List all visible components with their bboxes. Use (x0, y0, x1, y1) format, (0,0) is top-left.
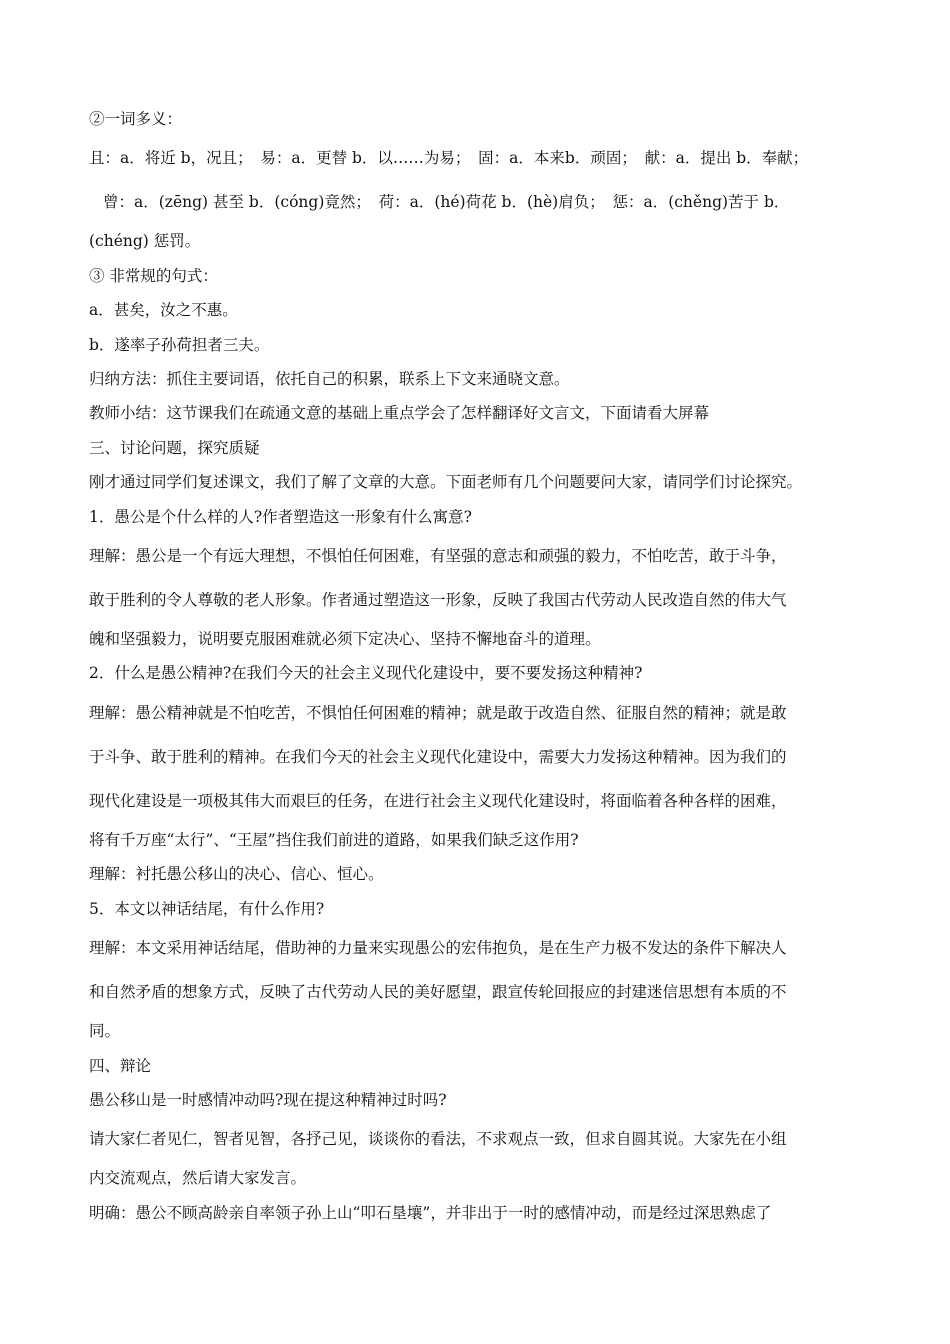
text-line: 三、讨论问题，探究质疑 (89, 438, 260, 457)
text-line: 曾：a．(zēng) 甚至 b．(cóng)竟然； 荷：a．(hé)荷花 b．(hè)肩负； 惩：a．(chěng)苦于 b． (103, 193, 790, 212)
text-line: a．甚矣，汝之不惠。 (89, 301, 238, 320)
text-line: 教师小结：这节课我们在疏通文意的基础上重点学会了怎样翻译好文言文，下面请看大屏幕 (89, 404, 710, 423)
text-line: 理解：本文采用神话结尾，借助神的力量来实现愚公的宏伟抱负，是在生产力极不发达的条件下解决人 (89, 939, 787, 958)
text-line: 请大家仁者见仁，智者见智，各抒己见，谈谈你的看法，不求观点一致，但求自圆其说。大家先在小组 (89, 1130, 787, 1149)
text-line: 理解：衬托愚公移山的决心、信心、恒心。 (89, 865, 384, 884)
text-line: 内交流观点，然后请大家发言。 (89, 1169, 307, 1188)
text-line: 于斗争、敢于胜利的精神。在我们今天的社会主义现代化建设中，需要大力发扬这种精神。因为我们的 (89, 747, 787, 766)
text-line: 5．本文以神话结尾，有什么作用? (89, 899, 325, 918)
text-line: 刚才通过同学们复述课文，我们了解了文章的大意。下面老师有几个问题要问大家，请同学们讨论探究。 (89, 473, 803, 492)
text-line: 将有千万座“太行”、“王屋”挡住我们前进的道路，如果我们缺乏这作用? (89, 830, 579, 849)
text-line: (chéng) 惩罚。 (89, 232, 201, 251)
text-line: b．遂率子孙荷担者三夫。 (89, 335, 270, 354)
text-line: 四、辩论 (89, 1056, 152, 1075)
text-line: 且：a．将近 b，况且； 易：a．更替 b．以……为易； 固：a．本来b．顽固； 献：a．提出 b．奉献； (89, 149, 809, 168)
text-line: 理解：愚公精神就是不怕吃苦，不惧怕任何困难的精神；就是敢于改造自然、征服自然的精神；就是敢 (89, 703, 787, 722)
text-line: 2．什么是愚公精神?在我们今天的社会主义现代化建设中，要不要发扬这种精神? (89, 664, 643, 683)
text-line: ②一词多义： (89, 110, 183, 128)
text-line: 同。 (89, 1022, 121, 1041)
text-line: 1．愚公是个什么样的人?作者塑造这一形象有什么寓意? (89, 507, 472, 526)
text-line: 敢于胜利的令人尊敬的老人形象。作者通过塑造这一形象，反映了我国古代劳动人民改造自然的伟大气 (89, 591, 787, 610)
text-line: 愚公移山是一时感情冲动吗?现在提这种精神过时吗? (89, 1090, 447, 1109)
text-line: 和自然矛盾的想象方式，反映了古代劳动人民的美好愿望，跟宣传轮回报应的封建迷信思想有本质的不 (89, 983, 787, 1002)
text-line: 魄和坚强毅力，说明要克服困难就必须下定决心、坚持不懈地奋斗的道理。 (89, 630, 601, 649)
text-line: ③ 非常规的句式： (89, 266, 218, 285)
text-line: 理解：愚公是一个有远大理想，不惧怕任何困难，有坚强的意志和顽强的毅力，不怕吃苦，敢于斗争， (89, 547, 787, 566)
text-line: 归纳方法：抓住主要词语，依托自己的积累，联系上下文来通晓文意。 (89, 370, 570, 389)
text-line: 明确：愚公不顾高龄亲自率领子孙上山“叩石垦壤”，并非出于一时的感情冲动，而是经过深思熟虑了 (89, 1203, 772, 1222)
text-line: 现代化建设是一项极其伟大而艰巨的任务，在进行社会主义现代化建设时，将面临着各种各样的困难， (89, 791, 787, 810)
